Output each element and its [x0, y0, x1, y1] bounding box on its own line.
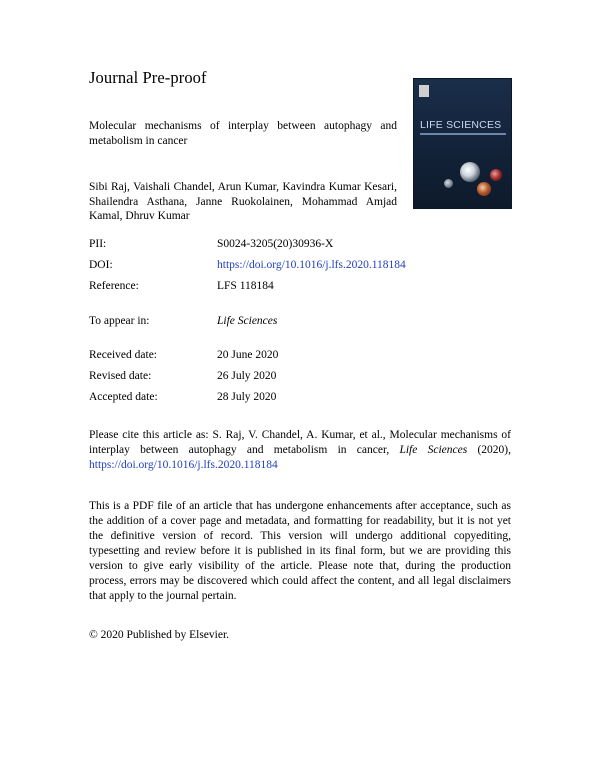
revised-value: 26 July 2020: [217, 370, 277, 382]
doi-label: DOI:: [89, 259, 113, 271]
journal-pre-proof-label: Journal Pre-proof: [89, 68, 207, 87]
appear-value: Life Sciences: [217, 315, 278, 327]
article-authors: Sibi Raj, Vaishali Chandel, Arun Kumar, Kavindra Kumar Kesari, Shailendra Asthana, Janne Ruokolainen, Mohammad Amjad Kamal, Dhruv Kumar: [89, 181, 397, 222]
notice-paragraph: This is a PDF file of an article that has undergone enhancements after acceptance, such as the addition of a cover page and metadata, and formatting for readability, but it is not yet the definitive version of record. This version will undergo additional copyediting, typesetting and review before it is published in its final form, but we are providing this version to give early visibility of the article. Please note that, during the production process, errors may be discovered which could affect the content, and all legal disclaimers that apply to the journal pertain.: [89, 500, 511, 602]
cell-sphere-icon: [460, 162, 480, 182]
cover-journal-name: LIFE SCIENCES: [420, 119, 502, 131]
cell-sphere-icon: [490, 169, 502, 181]
citation-year: (2020),: [467, 444, 511, 456]
citation-paragraph: [89, 428, 511, 473]
pii-label: PII:: [89, 238, 107, 250]
citation-journal: Life Sciences: [399, 444, 468, 456]
accepted-label: Accepted date:: [89, 391, 158, 403]
citation-doi-link[interactable]: https://doi.org/10.1016/j.lfs.2020.118184: [89, 459, 278, 471]
received-value: 20 June 2020: [217, 349, 279, 361]
reference-label: Reference:: [89, 280, 139, 292]
cell-sphere-icon: [477, 182, 491, 196]
copyright-notice: © 2020 Published by Elsevier.: [89, 629, 230, 641]
cell-sphere-icon: [444, 179, 453, 188]
journal-cover-image: [413, 78, 512, 209]
accepted-value: 28 July 2020: [217, 391, 277, 403]
reference-value: LFS 118184: [217, 280, 274, 292]
appear-label: To appear in:: [89, 315, 150, 327]
cover-divider: [420, 133, 506, 135]
revised-label: Revised date:: [89, 370, 152, 382]
received-label: Received date:: [89, 349, 158, 361]
pii-value: S0024-3205(20)30936-X: [217, 238, 334, 250]
citation-text: Please cite this article as: S. Raj, V. Chandel, A. Kumar, et al., Molecular mechanisms of interplay between autophagy and metabolism in cancer,: [89, 429, 511, 456]
article-title: Molecular mechanisms of interplay between autophagy and metabolism in cancer: [89, 120, 397, 147]
publisher-logo-icon: [419, 85, 429, 97]
doi-link[interactable]: https://doi.org/10.1016/j.lfs.2020.118184: [217, 259, 406, 271]
